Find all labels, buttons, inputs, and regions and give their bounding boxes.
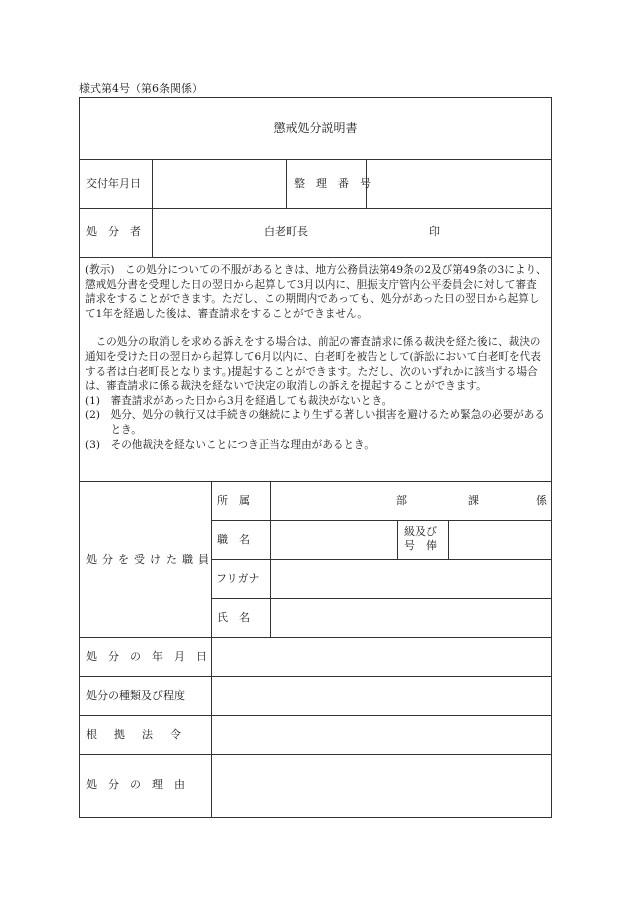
- row-divider: [80, 637, 551, 638]
- grade-label-line-2: 号 俸: [404, 539, 437, 552]
- employee-section-label: 処分を受けた職員: [86, 553, 214, 566]
- grade-label-line-1: 級及び: [404, 525, 437, 538]
- section-unit: 課: [468, 494, 479, 507]
- position-value[interactable]: [274, 524, 392, 555]
- instruction-paragraph-1: (教示) この処分についての不服があるときは、地方公務員法第49条の2及び第49条の3により、懲戒処分書を受理した日の翌日から起算して3月以内に、胆振支庁管内公平委員会に対して審査請求をすることができます。ただし、この期間内であっても、処分があった日の翌日から起算して1年を経過した後は、審査請求をすることができません。: [85, 264, 547, 320]
- name-value[interactable]: [274, 602, 546, 633]
- grade-value[interactable]: [452, 524, 546, 555]
- issuer-label-text: 処 分 者: [86, 225, 141, 238]
- row-divider: [211, 520, 551, 521]
- row-divider: [80, 715, 551, 716]
- row-divider: [80, 159, 551, 160]
- row-divider: [80, 208, 551, 209]
- row-divider: [80, 754, 551, 755]
- seal-mark: 印: [429, 225, 440, 238]
- row-divider: [211, 598, 551, 599]
- issuer-label: [86, 225, 146, 239]
- issue-date-label: 交付年月日: [86, 177, 141, 190]
- row-divider: [80, 481, 551, 482]
- row-divider: [80, 676, 551, 677]
- column-divider: [397, 520, 398, 559]
- subsection-unit: 係: [536, 494, 547, 507]
- instruction-item: (1) 審査請求があった日から3月を経過しても裁決がないとき。: [85, 394, 393, 407]
- column-divider: [211, 481, 212, 817]
- column-divider: [270, 481, 271, 637]
- disposition-reason-value[interactable]: [215, 758, 547, 813]
- disposition-date-value[interactable]: [215, 641, 547, 672]
- column-divider: [448, 520, 449, 559]
- disciplinary-form-table: [79, 97, 552, 818]
- legal-basis-label: 根 拠 法 令: [86, 728, 184, 741]
- row-divider: [211, 559, 551, 560]
- instruction-block: [85, 263, 547, 452]
- disposition-type-label: 処分の種類及び程度: [86, 689, 185, 702]
- issuer-name: 白老町長: [264, 225, 308, 238]
- reference-number-label: 整 理 番 号: [294, 177, 371, 190]
- disposition-reason-label: 処 分 の 理 由: [86, 778, 185, 791]
- reference-number-value[interactable]: [370, 164, 546, 204]
- column-divider: [286, 159, 287, 208]
- issue-date-value[interactable]: [156, 164, 282, 204]
- grade-label: [404, 525, 437, 553]
- name-label: 氏 名: [217, 611, 250, 624]
- disposition-date-label: 処 分 の 年 月 日: [86, 650, 207, 663]
- instruction-item: (2) 処分、処分の執行又は手続きの継続により生ずる著しい損害を避けるため緊急の必要があるとき。: [85, 409, 545, 436]
- furigana-label: フリガナ: [216, 572, 260, 585]
- instruction-item: (3) その他裁決を経ないことにつき正当な理由があるとき。: [85, 438, 375, 451]
- furigana-value[interactable]: [274, 563, 546, 594]
- dept-unit: 部: [396, 494, 407, 507]
- form-number-label: 様式第4号（第6条関係）: [79, 82, 203, 95]
- position-label: 職 名: [217, 533, 250, 546]
- disposition-type-value[interactable]: [215, 680, 547, 711]
- document-title: 懲戒処分説明書: [273, 121, 358, 135]
- instruction-paragraph-2: この処分の取消しを求める訴えをする場合は、前記の審査請求に係る裁決を経た後に、裁決の通知を受けた日の翌日から起算して6月以内に、白老町を被告として(訴訟において白老町を代表する者は白老町長となります。)提起することができます。ただし、次のいずれかに該当する場合は、審査請求に係る裁決を経ないで決定の取消しの訴えを提起することができます。: [85, 336, 541, 393]
- affiliation-label: 所 属: [217, 494, 250, 507]
- row-divider: [80, 257, 551, 258]
- legal-basis-value[interactable]: [215, 719, 547, 750]
- column-divider: [152, 159, 153, 257]
